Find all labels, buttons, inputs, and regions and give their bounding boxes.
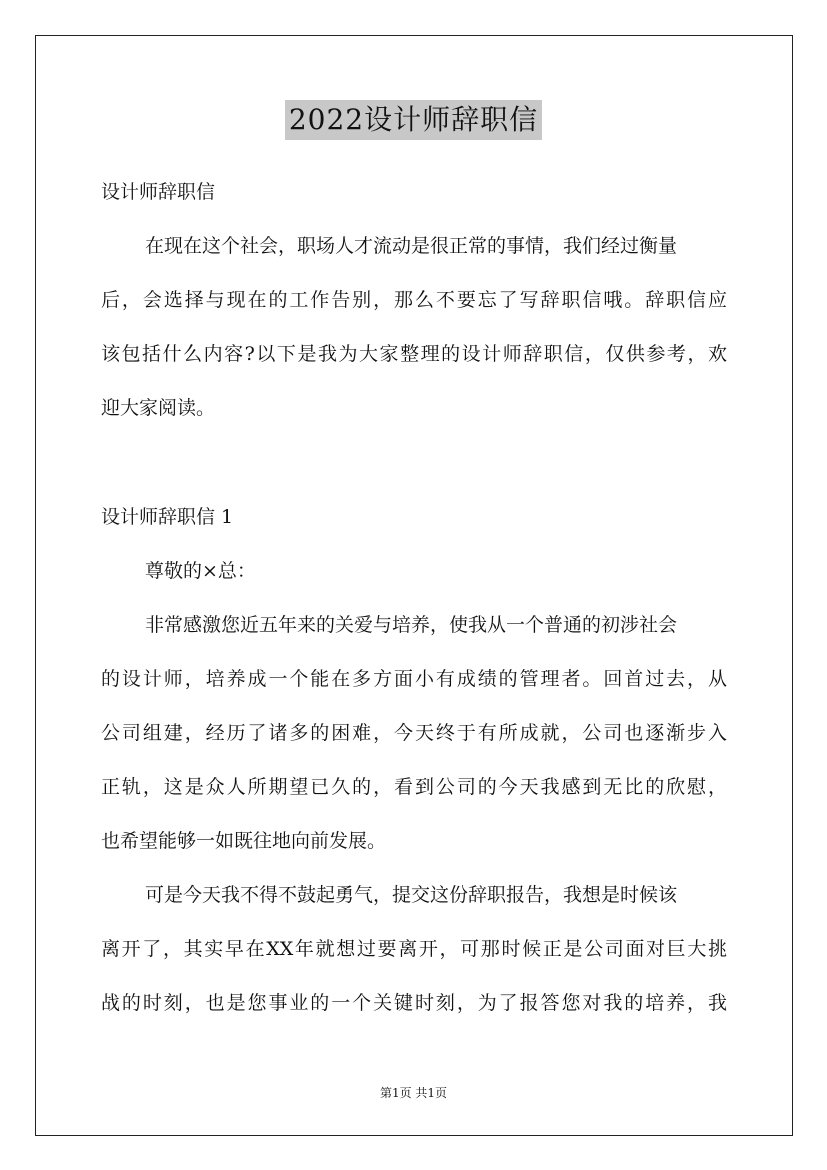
section-heading: 设计师辞职信 1 [101, 506, 234, 528]
paragraph-line: 也希望能够一如既往地向前发展。 [101, 830, 387, 852]
paragraph-line: 可是今天我不得不鼓起勇气，提交这份辞职报告，我想是时候该 [145, 884, 678, 906]
page-footer: 第1页 共1页 [379, 1086, 448, 1100]
section-heading: 设计师辞职信 [101, 181, 216, 203]
title-container [0, 100, 827, 140]
document-title: 2022设计师辞职信 [285, 100, 542, 140]
paragraph-line: 非常感激您近五年来的关爱与培养，使我从一个普通的初涉社会 [145, 614, 678, 636]
paragraph-line: 的设计师，培养成一个能在多方面小有成绩的管理者。回首过去，从 [101, 668, 727, 690]
paragraph-line: 战的时刻，也是您事业的一个关键时刻，为了报答您对我的培养，我 [101, 992, 727, 1014]
paragraph-line: 正轨，这是众人所期望已久的，看到公司的今天我感到无比的欣慰， [101, 776, 727, 798]
paragraph-line: 后，会选择与现在的工作告别，那么不要忘了写辞职信哦。辞职信应 [101, 289, 727, 311]
paragraph-line: 迎大家阅读。 [101, 397, 216, 419]
paragraph-line: 公司组建，经历了诸多的困难，今天终于有所成就，公司也逐渐步入 [101, 722, 727, 744]
paragraph-line: 在现在这个社会，职场人才流动是很正常的事情，我们经过衡量 [145, 235, 678, 257]
salutation-line: 尊敬的×总： [145, 560, 256, 582]
paragraph-line: 该包括什么内容?以下是我为大家整理的设计师辞职信，仅供参考，欢 [101, 343, 727, 365]
paragraph-line: 离开了，其实早在XX年就想过要离开，可那时候正是公司面对巨大挑 [101, 938, 727, 960]
